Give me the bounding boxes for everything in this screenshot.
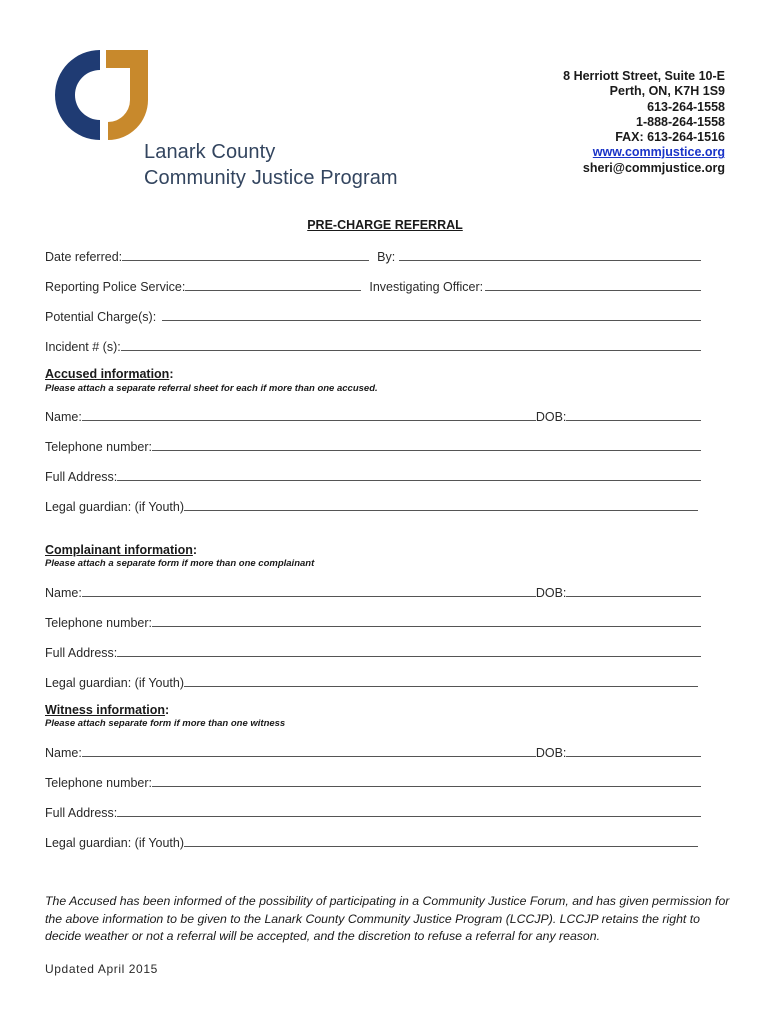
witness-guardian-field[interactable]	[184, 845, 698, 847]
witness-note: Please attach separate form if more than one witness	[45, 718, 286, 729]
date-referred-field[interactable]	[122, 259, 369, 261]
contact-fax: FAX: 613-264-1516	[615, 130, 725, 145]
contact-block	[563, 69, 725, 176]
complainant-phone-row	[45, 614, 701, 630]
complainant-phone-label: Telephone number:	[45, 616, 153, 630]
police-service-field[interactable]	[185, 289, 361, 291]
contact-street: 8 Herriott Street, Suite 10-E	[563, 69, 725, 83]
accused-address-label: Full Address:	[45, 470, 118, 484]
accused-phone-label: Telephone number:	[45, 440, 153, 454]
witness-dob-field[interactable]	[566, 755, 701, 757]
complainant-address-row	[45, 644, 701, 660]
witness-phone-row	[45, 774, 701, 790]
accused-name-label: Name:	[45, 410, 82, 424]
witness-dob-label: DOB:	[535, 746, 567, 760]
complainant-address-field[interactable]	[117, 655, 701, 657]
referred-by-label: By:	[377, 250, 396, 264]
witness-address-label: Full Address:	[45, 806, 118, 820]
accused-address-field[interactable]	[117, 479, 701, 481]
witness-name-label: Name:	[45, 746, 82, 760]
updated-date: Updated April 2015	[45, 962, 158, 976]
witness-address-field[interactable]	[117, 815, 701, 817]
investigating-officer-label: Investigating Officer:	[369, 280, 484, 294]
witness-name-row	[45, 744, 701, 760]
accused-address-row	[45, 468, 701, 484]
investigating-officer-field[interactable]	[485, 289, 701, 291]
org-name-line1: Lanark County	[144, 141, 276, 163]
accused-heading: Accused information:	[45, 367, 174, 381]
complainant-dob-label: DOB:	[535, 586, 567, 600]
accused-guardian-row	[45, 498, 698, 514]
witness-heading: Witness information:	[45, 703, 170, 717]
complainant-guardian-field[interactable]	[184, 685, 698, 687]
incident-row	[45, 338, 701, 354]
witness-address-row	[45, 804, 701, 820]
contact-tollfree: 1-888-264-1558	[636, 114, 725, 129]
police-service-row	[45, 278, 701, 294]
incident-field[interactable]	[121, 349, 701, 351]
accused-dob-label: DOB:	[535, 410, 567, 424]
accused-name-field[interactable]	[82, 419, 536, 421]
complainant-name-label: Name:	[45, 586, 82, 600]
website-link[interactable]: www.commjustice.org	[592, 145, 725, 160]
charges-row	[45, 308, 701, 324]
complainant-note: Please attach a separate form if more than one complainant	[45, 558, 315, 569]
referred-by-field[interactable]	[399, 259, 701, 261]
org-name-line2: Community Justice Program	[144, 167, 398, 189]
accused-dob-field[interactable]	[566, 419, 701, 421]
complainant-heading: Complainant information:	[45, 543, 198, 557]
cj-logo-icon	[54, 48, 154, 142]
witness-phone-label: Telephone number:	[45, 776, 153, 790]
complainant-address-label: Full Address:	[45, 646, 118, 660]
charges-field[interactable]	[162, 319, 701, 321]
incident-label: Incident # (s):	[45, 340, 121, 354]
charges-label: Potential Charge(s):	[45, 310, 157, 324]
complainant-phone-field[interactable]	[152, 625, 701, 627]
accused-phone-row	[45, 438, 701, 454]
accused-guardian-label: Legal guardian: (if Youth)	[45, 500, 184, 514]
witness-guardian-label: Legal guardian: (if Youth)	[45, 836, 184, 850]
accused-guardian-field[interactable]	[184, 509, 698, 511]
witness-phone-field[interactable]	[152, 785, 701, 787]
date-referred-row	[45, 248, 701, 264]
complainant-guardian-row	[45, 674, 698, 690]
complainant-dob-field[interactable]	[566, 595, 701, 597]
complainant-name-field[interactable]	[82, 595, 536, 597]
contact-city: Perth, ON, K7H 1S9	[609, 84, 725, 99]
witness-name-field[interactable]	[82, 755, 536, 757]
accused-phone-field[interactable]	[152, 449, 701, 451]
date-referred-label: Date referred:	[45, 250, 123, 264]
accused-note: Please attach a separate referral sheet for each if more than one accused.	[45, 383, 378, 394]
consent-statement: The Accused has been informed of the possibility of participating in a Community Justice Forum, and has given permission for the above information to be given to the Lanark County Community Justice Program (LCCJP). LCCJP retains the right to decide weather or not a referral will be accepted, and the discretion to refuse a referral for any reason.	[45, 894, 730, 943]
contact-email: sheri@commjustice.org	[582, 160, 725, 175]
form-title: PRE-CHARGE REFERRAL	[307, 218, 463, 232]
complainant-guardian-label: Legal guardian: (if Youth)	[45, 676, 184, 690]
police-service-label: Reporting Police Service:	[45, 280, 186, 294]
contact-phone: 613-264-1558	[647, 99, 725, 114]
witness-guardian-row	[45, 834, 698, 850]
complainant-name-row	[45, 584, 701, 600]
accused-name-row	[45, 408, 701, 424]
